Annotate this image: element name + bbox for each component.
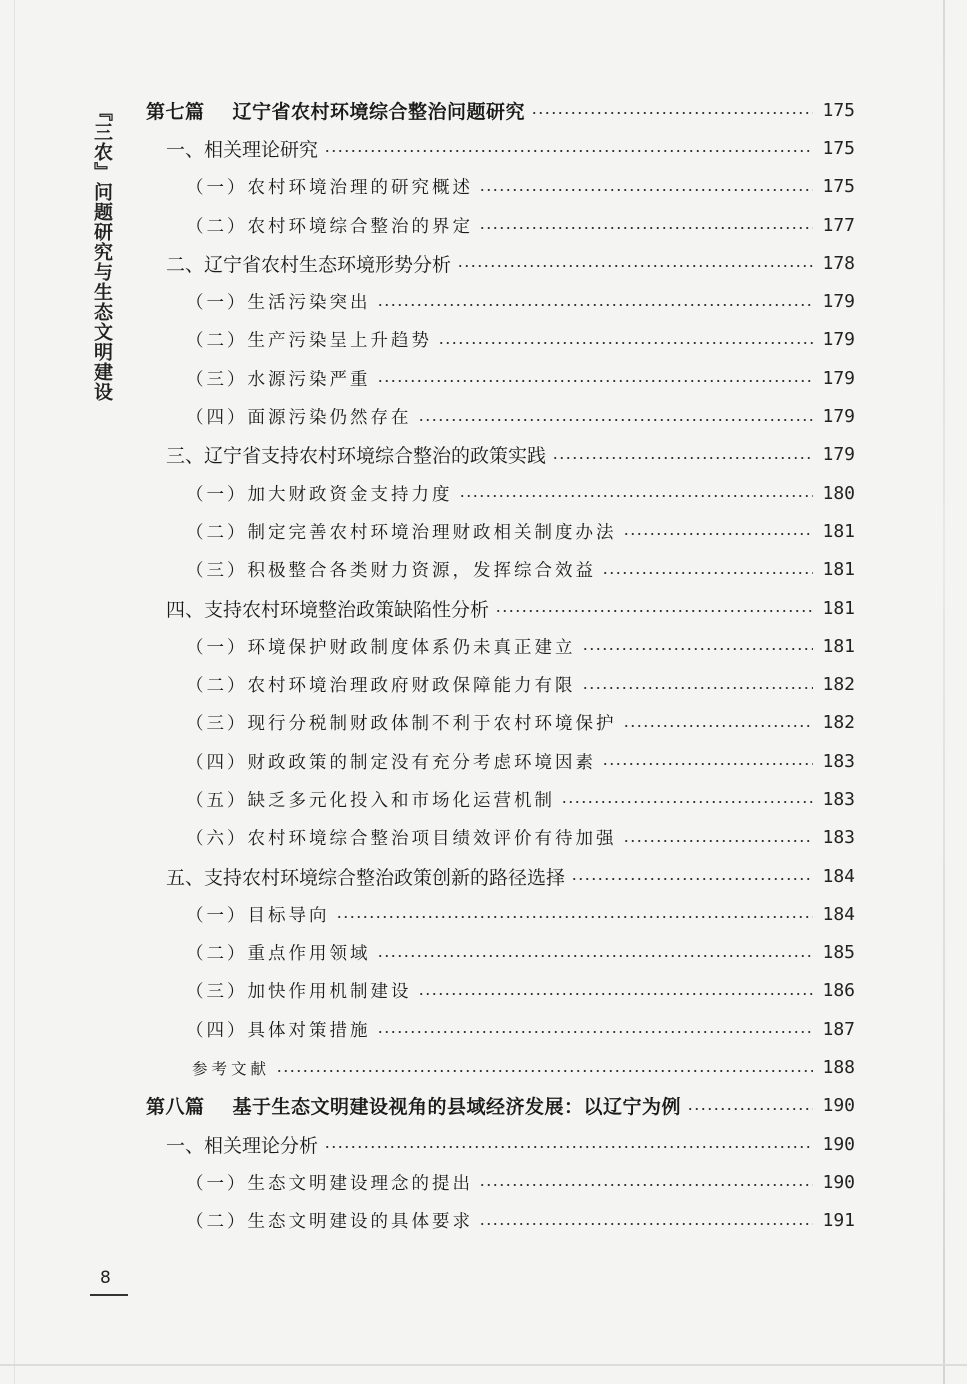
toc-page-number: 179 (822, 444, 855, 466)
toc-entry-title (140, 1092, 687, 1119)
toc-entry-title: 三、辽宁省支持农村环境综合整治的政策实践 (166, 445, 547, 468)
table-of-contents (140, 91, 855, 1240)
toc-page-number: 179 (822, 329, 855, 351)
toc-part-entry[interactable] (140, 1087, 855, 1125)
toc-part-title: 基于生态文明建设视角的县域经济发展：以辽宁为例 (232, 1096, 682, 1119)
dot-leader (582, 678, 814, 697)
toc-entry-title (140, 97, 531, 124)
dot-leader (418, 410, 814, 429)
toc-subsection-entry[interactable] (140, 627, 855, 665)
toc-entry-title: （一）环境保护财政制度体系仍未真正建立 (186, 637, 576, 658)
toc-section-entry[interactable] (140, 129, 855, 167)
toc-page-number: 177 (822, 214, 855, 236)
dot-leader (324, 142, 813, 161)
page-edge-bottom (0, 1364, 967, 1366)
toc-entry-title: （二）制定完善农村环境治理财政相关制度办法 (186, 522, 617, 543)
toc-entry-title: 一、相关理论分析 (166, 1134, 319, 1157)
toc-subsection-entry[interactable] (140, 742, 855, 780)
toc-page-number: 180 (822, 482, 855, 504)
dot-leader (571, 870, 813, 889)
toc-references-entry[interactable] (140, 1048, 855, 1086)
toc-page-number: 175 (822, 137, 855, 159)
toc-subsection-entry[interactable] (140, 474, 855, 512)
toc-subsection-entry[interactable] (140, 206, 855, 244)
toc-entry-title: （三）水源污染严重 (186, 369, 371, 390)
toc-section-entry[interactable] (140, 857, 855, 895)
toc-subsection-entry[interactable] (140, 282, 855, 320)
toc-page-number: 181 (822, 559, 855, 581)
toc-subsection-entry[interactable] (140, 512, 855, 550)
toc-entry-title: （三）加快作用机制建设 (186, 982, 412, 1003)
page-edge-left (14, 0, 15, 1384)
toc-page-number: 181 (822, 597, 855, 619)
toc-entry-title: （三）现行分税制财政体制不利于农村环境保护 (186, 714, 617, 735)
dot-leader (479, 1214, 813, 1233)
dot-leader (457, 257, 813, 276)
toc-entry-title: （一）农村环境治理的研究概述 (186, 178, 473, 199)
toc-entry-title: 二、辽宁省农村生态环境形势分析 (166, 253, 452, 276)
dot-leader (479, 219, 813, 238)
dot-leader (582, 640, 814, 659)
dot-leader (602, 755, 813, 774)
toc-subsection-entry[interactable] (140, 704, 855, 742)
dot-leader (324, 1138, 813, 1157)
dot-leader (602, 563, 813, 582)
toc-page-number: 182 (822, 674, 855, 696)
page-edge-right (943, 0, 945, 1384)
dot-leader (552, 448, 813, 467)
toc-entry-title: （一）加大财政资金支持力度 (186, 484, 453, 505)
toc-section-entry[interactable] (140, 436, 855, 474)
toc-page-number: 184 (822, 903, 855, 925)
toc-subsection-entry[interactable] (140, 168, 855, 206)
running-head: 『三农』问题研究与生态文明建设 (91, 102, 113, 402)
toc-entry-title: （一）目标导向 (186, 905, 330, 926)
toc-entry-title: （五）缺乏多元化投入和市场化运营机制 (186, 790, 555, 811)
dot-leader (336, 908, 814, 927)
toc-page-number: 183 (822, 750, 855, 772)
toc-entry-title: （一）生活污染突出 (186, 293, 371, 314)
dot-leader (531, 104, 813, 123)
toc-page-number: 183 (822, 827, 855, 849)
toc-entry-title: （二）农村环境治理政府财政保障能力有限 (186, 676, 576, 697)
toc-entry-title: （六）农村环境综合整治项目绩效评价有待加强 (186, 829, 617, 850)
dot-leader (418, 984, 814, 1003)
dot-leader (687, 1099, 813, 1118)
toc-subsection-entry[interactable] (140, 359, 855, 397)
toc-page-number: 178 (822, 252, 855, 274)
toc-page-number: 187 (822, 1018, 855, 1040)
toc-subsection-entry[interactable] (140, 551, 855, 589)
dot-leader (377, 946, 814, 965)
toc-subsection-entry[interactable] (140, 972, 855, 1010)
toc-page-number: 185 (822, 942, 855, 964)
dot-leader (561, 793, 813, 812)
toc-entry-title: （二）重点作用领域 (186, 944, 371, 965)
toc-subsection-entry[interactable] (140, 934, 855, 972)
toc-entry-title: 参考文献 (192, 1059, 271, 1078)
toc-page-number: 184 (822, 865, 855, 887)
toc-entry-title: （四）具体对策措施 (186, 1020, 371, 1041)
dot-leader (459, 487, 814, 506)
toc-page-number: 183 (822, 788, 855, 810)
dot-leader (377, 372, 814, 391)
toc-page-number: 182 (822, 712, 855, 734)
toc-page-number: 179 (822, 406, 855, 428)
toc-entry-title: （二）生产污染呈上升趋势 (186, 331, 432, 352)
toc-page-number: 190 (822, 1171, 855, 1193)
toc-page-number: 179 (822, 291, 855, 313)
toc-subsection-entry[interactable] (140, 1202, 855, 1240)
toc-part-number: 第七篇 (146, 100, 205, 123)
toc-entry-title: （四）面源污染仍然存在 (186, 408, 412, 429)
toc-entry-title: 四、支持农村环境整治政策缺陷性分析 (166, 598, 490, 621)
dot-leader (623, 831, 814, 850)
dot-leader (623, 525, 814, 544)
page-number: 8 (100, 1268, 111, 1288)
dot-leader (377, 1023, 814, 1042)
toc-page-number: 181 (822, 635, 855, 657)
toc-part-entry[interactable] (140, 91, 855, 129)
dot-leader (377, 295, 814, 314)
toc-subsection-entry[interactable] (140, 321, 855, 359)
toc-part-number: 第八篇 (146, 1096, 205, 1119)
toc-subsection-entry[interactable] (140, 665, 855, 703)
dot-leader (623, 716, 814, 735)
toc-subsection-entry[interactable] (140, 1010, 855, 1048)
dot-leader (479, 180, 813, 199)
toc-page-number: 175 (822, 176, 855, 198)
toc-entry-title: （二）生态文明建设的具体要求 (186, 1212, 473, 1233)
toc-entry-title: 一、相关理论研究 (166, 138, 319, 161)
toc-section-entry[interactable] (140, 589, 855, 627)
dot-leader (276, 1061, 813, 1080)
toc-page-number: 175 (822, 99, 855, 121)
toc-entry-title: （三）积极整合各类财力资源，发挥综合效益 (186, 561, 596, 582)
toc-section-entry[interactable] (140, 244, 855, 282)
toc-entry-title: （二）农村环境综合整治的界定 (186, 216, 473, 237)
toc-section-entry[interactable] (140, 1125, 855, 1163)
toc-page-number: 186 (822, 980, 855, 1002)
dot-leader (479, 1176, 813, 1195)
toc-part-title: 辽宁省农村环境综合整治问题研究 (232, 100, 526, 123)
page-number-rule (90, 1294, 128, 1296)
toc-subsection-entry[interactable] (140, 780, 855, 818)
toc-subsection-entry[interactable] (140, 895, 855, 933)
toc-page-number: 190 (822, 1133, 855, 1155)
toc-page-number: 188 (822, 1057, 855, 1079)
toc-subsection-entry[interactable] (140, 397, 855, 435)
toc-page-number: 190 (822, 1095, 855, 1117)
toc-subsection-entry[interactable] (140, 819, 855, 857)
toc-page-number: 181 (822, 520, 855, 542)
toc-entry-title: （四）财政政策的制定没有充分考虑环境因素 (186, 752, 596, 773)
toc-page-number: 191 (822, 1210, 855, 1232)
dot-leader (438, 333, 813, 352)
toc-subsection-entry[interactable] (140, 1163, 855, 1201)
toc-page-number: 179 (822, 367, 855, 389)
toc-entry-title: 五、支持农村环境综合整治政策创新的路径选择 (166, 866, 566, 889)
toc-entry-title: （一）生态文明建设理念的提出 (186, 1173, 473, 1194)
dot-leader (495, 602, 813, 621)
